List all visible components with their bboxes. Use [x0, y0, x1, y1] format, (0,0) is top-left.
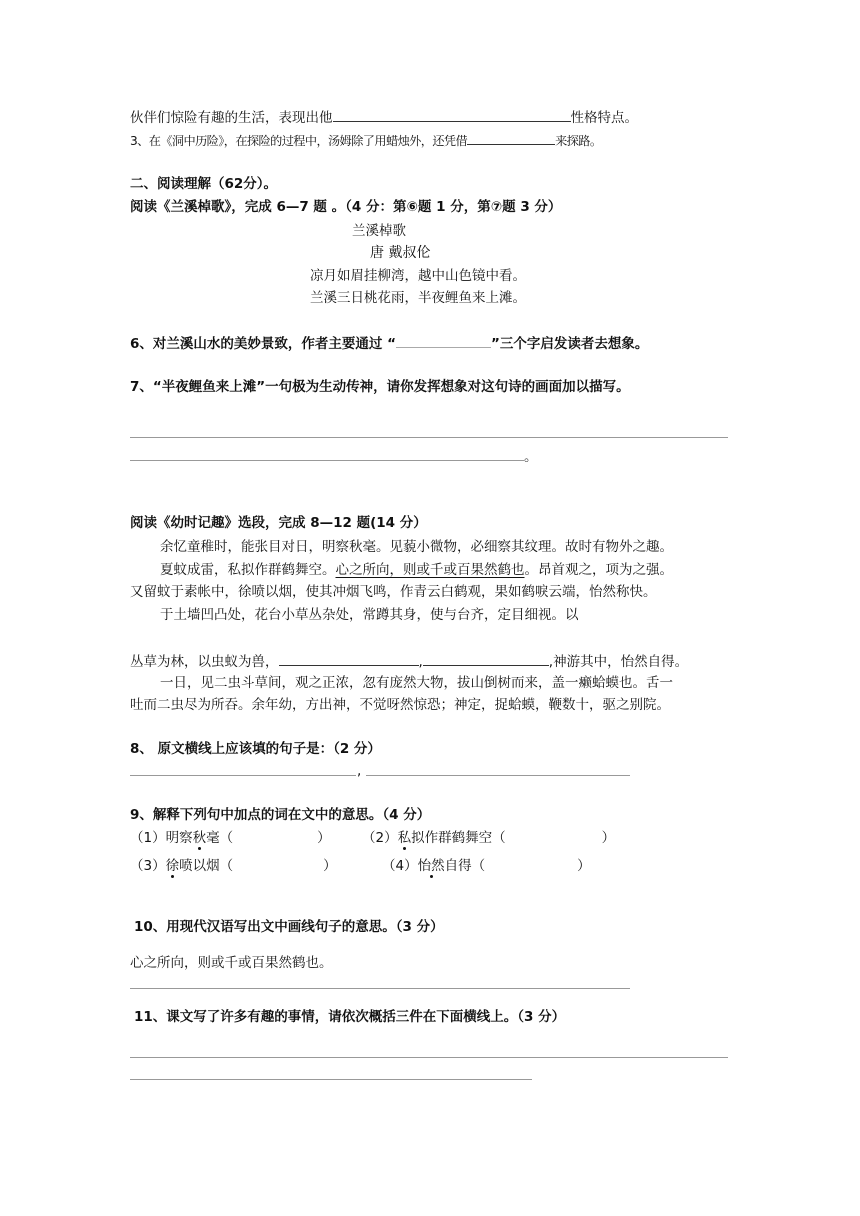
dotted-word: 私	[397, 830, 412, 846]
text: 来探路。	[555, 134, 602, 148]
passage-p6: 一日，见二虫斗草间，观之正浓，忽有庞然大物，拔山倒树而来，盖一癞蛤蟆也。舌一	[160, 675, 673, 691]
text: （2）	[362, 830, 398, 846]
text: ”三个字启发读者去想象。	[490, 336, 649, 352]
q9-item-1	[130, 829, 331, 847]
answer-blank[interactable]	[396, 333, 491, 348]
period: 。	[524, 449, 538, 465]
passage-p2	[160, 561, 673, 579]
text: ）	[577, 858, 591, 874]
question-3	[130, 130, 601, 150]
text: ,神游其中，怡然自得。	[548, 654, 689, 670]
text: （3）	[130, 858, 166, 874]
passage-p4: 于土墙凹凸处，花台小草丛杂处，常蹲其身，使与台齐，定目细视。以	[160, 607, 579, 623]
underlined-sentence: 心之所向，则或千或百果然鹤也	[335, 562, 525, 578]
q10-sentence: 心之所向，则或千或百果然鹤也。	[130, 955, 333, 971]
poem-title: 兰溪棹歌	[352, 223, 406, 239]
passage-p3: 又留蚊于素帐中，徐喷以烟，使其冲烟飞鸣，作青云白鹤观，果如鹤唳云端，怡然称快。	[130, 584, 657, 600]
answer-blank[interactable]	[423, 651, 549, 666]
text: ）	[317, 830, 331, 846]
text: ,	[418, 654, 423, 670]
text: 自得（	[444, 858, 486, 874]
question-10: 10、用现代汉语写出文中画线句子的意思。（3 分）	[134, 919, 444, 935]
answer-line[interactable]	[130, 437, 728, 438]
text: 伙伴们惊险有趣的生活，表现出他	[130, 110, 333, 126]
q9-item-4	[382, 857, 591, 875]
answer-line[interactable]	[130, 988, 630, 989]
text: 性格特点。	[570, 110, 638, 126]
comma: ,	[357, 763, 362, 779]
text: （1）明察	[130, 830, 193, 846]
dotted-word: 秋	[192, 830, 207, 846]
dotted-word: 徐	[165, 858, 180, 874]
text: 夏蚊成雷，私拟作群鹤舞空。	[160, 562, 336, 578]
answer-line[interactable]	[130, 1057, 728, 1058]
question-9: 9、解释下列句中加点的词在文中的意思。（4 分）	[130, 807, 431, 823]
poem-author: 唐 戴叔伦	[370, 245, 431, 261]
passage-p5	[130, 651, 688, 671]
passage-p1: 余忆童稚时，能张目对日，明察秋毫。见藐小微物，必细察其纹理。故时有物外之趣。	[160, 539, 673, 555]
question-8: 8、 原文横线上应该填的句子是：（2 分）	[130, 741, 381, 757]
reading-2-intro: 阅读《幼时记趣》选段，完成 8—12 题(14 分）	[130, 515, 427, 531]
poem-line-1: 凉月如眉挂柳湾，越中山色镜中看。	[310, 268, 526, 284]
text: 毫（	[206, 830, 234, 846]
dotted-word: 怡然	[417, 858, 445, 874]
text: 。昂首观之，项为之强。	[524, 562, 673, 578]
answer-line[interactable]	[130, 775, 356, 776]
q9-item-3	[130, 857, 337, 875]
text: ）	[323, 858, 337, 874]
passage-p7: 吐而二虫尽为所吞。余年幼，方出神，不觉呀然惊恐；神定，捉蛤蟆，鞭数十，驱之别院。	[130, 697, 670, 713]
section-2-heading: 二、阅读理解（62分）。	[130, 176, 278, 192]
answer-line[interactable]	[366, 775, 630, 776]
answer-line[interactable]	[130, 460, 524, 461]
text: 6、对兰溪山水的美妙景致，作者主要通过 “	[130, 336, 396, 352]
question-6	[130, 333, 648, 353]
text: （4）	[382, 858, 418, 874]
answer-blank[interactable]	[333, 107, 571, 122]
q9-item-2	[362, 829, 615, 847]
question-11: 11、课文写了许多有趣的事情，请依次概括三件在下面横线上。（3 分）	[134, 1009, 566, 1025]
answer-blank[interactable]	[279, 651, 419, 666]
text: ）	[601, 830, 616, 846]
text: 喷以烟（	[179, 858, 234, 874]
answer-line[interactable]	[130, 1079, 532, 1080]
reading-1-intro: 阅读《兰溪棹歌》，完成 6—7 题 。（4 分：第⑥题 1 分，第⑦题 3 分）	[130, 199, 562, 215]
text: 3、在《洞中历险》，在探险的过程中，汤姆除了用蜡烛外，还凭借	[130, 134, 468, 148]
poem-line-2: 兰溪三日桃花雨，半夜鲤鱼来上滩。	[310, 290, 526, 306]
text: 丛草为林，以虫蚁为兽，	[130, 654, 279, 670]
line-1	[130, 107, 638, 127]
question-7: 7、“半夜鲤鱼来上滩”一句极为生动传神，请你发挥想象对这句诗的画面加以描写。	[130, 379, 630, 395]
answer-blank[interactable]	[467, 130, 555, 145]
text: 拟作群鹤舞空（	[411, 830, 506, 846]
